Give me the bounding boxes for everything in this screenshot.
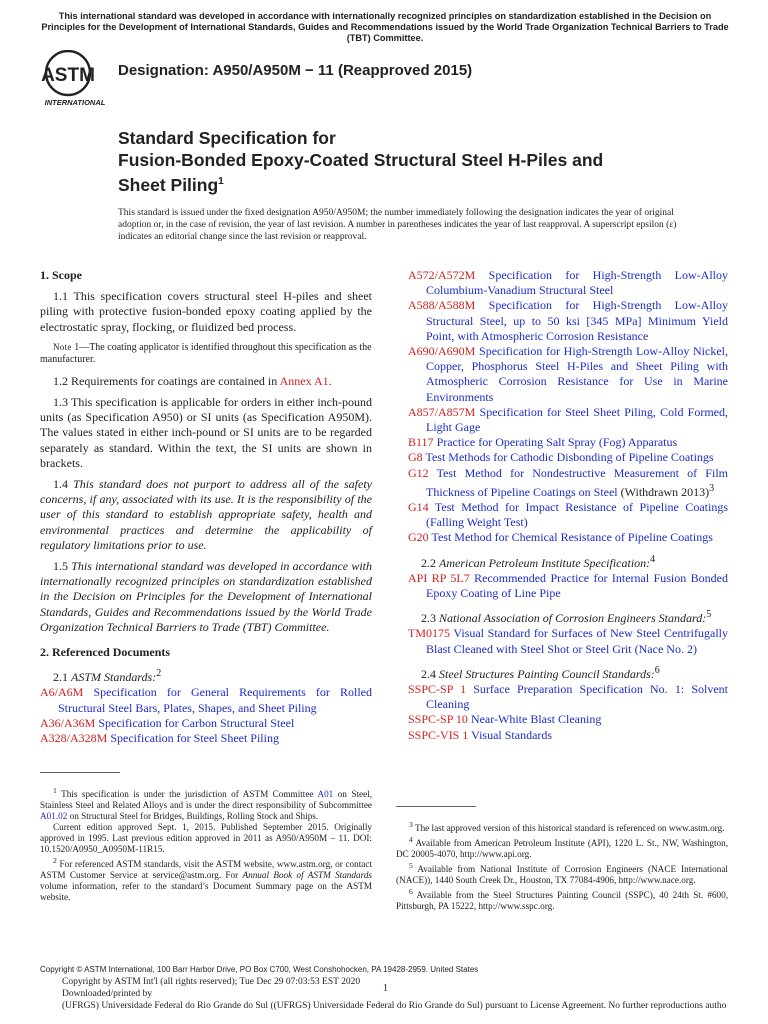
footnotes-right bbox=[396, 806, 728, 912]
footnote-2: $^2$ For referenced ASTM standards, visit the ASTM website, www.astm.org, or contact ASTM Customer Service at service@astm.org. For Annual Book of ASTM Standards volume information, refer to the standard’s Document Summary page on the ASTM website. bbox=[40, 856, 372, 903]
right-column bbox=[408, 268, 728, 743]
ref-b117[interactable]: B117 Practice for Operating Salt Spray (Fog) Apparatus bbox=[408, 435, 678, 450]
footnote-1-edition: Current edition approved Sept. 1, 2015. Published September 2015. Originally approved in 1995. Last previous edition approved in 2011 as A950/A950M – 11. DOI: 10.1520/A0950_A0950M-11R15. bbox=[40, 822, 372, 855]
ref-tm0175[interactable]: TM0175 Visual Standard for Surfaces of New Steel Centrifugally Blast Cleaned with Steel Shot or Steel Grit (Nace No. 2) bbox=[408, 626, 728, 656]
ref-sspc-sp1[interactable]: SSPC-SP 1 Surface Preparation Specification No. 1: Solvent Cleaning bbox=[408, 682, 728, 712]
title-line-1: Standard Specification for bbox=[118, 128, 336, 148]
svg-text:ASTM: ASTM bbox=[41, 65, 95, 86]
issue-note: This standard is issued under the fixed designation A950/A950M; the number immediately following the designation indicates the year of original adoption or, in the case of revision, the year of last revision. A number in parentheses indicates the year of last reapproval. A superscript epsilon (ε) indicates an editorial change since the last revision or reapproval. bbox=[118, 208, 677, 242]
astm-standards-label: 2.1 ASTM Standards:$^2$ bbox=[53, 668, 162, 685]
ref-g14[interactable]: G14 Test Method for Impact Resistance of Pipeline Coatings (Falling Weight Test) bbox=[408, 500, 728, 530]
subcommittee-link[interactable]: A01.02 bbox=[40, 811, 68, 822]
title-line-2: Fusion-Bonded Epoxy-Coated Structural Steel H-Piles and bbox=[118, 150, 604, 170]
ref-a857[interactable]: A857/A857M Specification for Steel Sheet Piling, Cold Formed, Light Gage bbox=[408, 404, 728, 435]
scope-heading: 1. Scope bbox=[40, 268, 82, 282]
ref-sspc-sp10[interactable]: SSPC-SP 10 Near-White Blast Cleaning bbox=[408, 712, 602, 727]
para-1-4: 1.4 This standard does not purport to address all of the safety concerns, if any, associated with its use. It is the responsibility of the user of this standard to establish appropriate safety, health and environmental practices and determine the applicability of regulatory limitations prior to use. bbox=[40, 477, 372, 552]
ref-a690[interactable]: A690/A690M Specification for High-Strength Low-Alloy Nickel, Copper, Phosphorus Steel H-Piles and Sheet Piling with Atmospheric Corrosion Resistance for Use in Marine Environments bbox=[408, 344, 728, 404]
committee-link[interactable]: A01 bbox=[317, 789, 334, 800]
footnote-4: $^4$ Available from American Petroleum Institute (API), 1220 L. St., NW, Washington, DC 20005-4070, http://www.api.org. bbox=[396, 835, 728, 860]
footnote-rule bbox=[40, 772, 120, 773]
annex-link[interactable]: Annex A1 bbox=[279, 373, 329, 388]
designation: Designation: A950/A950M − 11 (Reapproved 2015) bbox=[118, 62, 473, 79]
para-1-1: 1.1 This specification covers structural steel H-piles and sheet piling with protective fusion-bonded epoxy coating applied by the electrostatic spray, flocking, or fluidized bed process. bbox=[40, 289, 372, 334]
title-line-3: Sheet Piling$^1$ bbox=[118, 174, 224, 195]
ref-a328[interactable]: A328/A328M Specification for Steel Sheet Piling bbox=[40, 731, 279, 746]
ref-g12[interactable]: G12 Test Method for Nondestructive Measurement of Film Thickness of Pipeline Coatings on Steel (Withdrawn 2013)$^3$ bbox=[408, 465, 728, 499]
ref-a588[interactable]: A588/A588M Specification for High-Strength Low-Alloy Structural Steel, up to 50 ksi [345 MPa] Minimum Yield Point, with Atmospheric Corrosion Resistance bbox=[408, 298, 728, 343]
ref-g8[interactable]: G8 Test Methods for Cathodic Disbonding of Pipeline Coatings bbox=[408, 450, 714, 465]
api-label: 2.2 American Petroleum Institute Specification:$^4$ bbox=[421, 553, 656, 570]
footnote-6: $^6$ Available from the Steel Structures Painting Council (SSPC), 40 24th St. #600, Pittsburgh, PA 15222, http://www.sspc.org. bbox=[396, 887, 729, 912]
footnote-1: $^1$ This specification is under the jurisdiction of ASTM Committee A01 on Steel, Stainless Steel and Related Alloys and is under the direct responsibility of Subcommittee A01.02 on Structural Steel for Bridges, Buildings, Rolling Stock and Ships. bbox=[40, 786, 372, 822]
ref-sspc-vis1[interactable]: SSPC-VIS 1 Visual Standards bbox=[408, 727, 553, 742]
ref-a6[interactable]: A6/A6M Specification for General Requirements for Rolled Structural Steel Bars, Plates, Shapes, and Sheet Piling bbox=[40, 685, 372, 715]
page-footer bbox=[40, 965, 768, 1012]
footnotes-left bbox=[40, 772, 372, 903]
page-number: 1 bbox=[383, 983, 388, 994]
ref-a36[interactable]: A36/A36M Specification for Carbon Structural Steel bbox=[40, 715, 295, 730]
document-title bbox=[118, 127, 678, 196]
footnote-rule-right bbox=[396, 806, 476, 807]
para-1-2: 1.2 Requirements for coatings are contained in Annex A1. bbox=[53, 373, 332, 388]
left-column bbox=[40, 268, 372, 746]
note-1: Note 1—The coating applicator is identified throughout this specification as the manufacturer. bbox=[40, 341, 372, 365]
copyright-line: Copyright © ASTM International, 100 Barr Harbor Drive, PO Box C700, West Conshohocken, PA 19428-2959. United States bbox=[40, 965, 479, 974]
nace-label: 2.3 National Association of Corrosion Engineers Standard:$^5$ bbox=[421, 609, 712, 626]
top-note: This international standard was developed in accordance with internationally recognized principles on standardization established in the Decision on Principles for the Development of International Standards, Guides and Recommendations issued by the World Trade Organization Technical Barriers to Trade (TBT) Committee. bbox=[41, 11, 729, 43]
license-line-2: Downloaded/printed by bbox=[62, 989, 152, 999]
footnote-5: $^5$ Available from National Institute of Corrosion Engineers (NACE International (NACE)), 1440 South Creek Dr., Houston, TX 77084-4906, http://www.nace.org. bbox=[396, 861, 728, 886]
refdocs-heading: 2. Referenced Documents bbox=[40, 645, 171, 660]
ref-api-rp-5l7[interactable]: API RP 5L7 Recommended Practice for Internal Fusion Bonded Epoxy Coating of Line Pipe bbox=[408, 570, 728, 601]
license-line-1: Copyright by ASTM Int'l (all rights reserved); Tue Dec 29 07:03:53 EST 2020 bbox=[62, 977, 361, 987]
para-1-3: 1.3 This specification is applicable for orders in either inch-pound units (as Specification A950) or SI units (as Specification A950M). The values stated in either inch-pound or SI units are to be regarded separately as standard. Within the text, the SI units are shown in brackets. bbox=[40, 395, 372, 470]
para-1-5: 1.5 This international standard was developed in accordance with internationally recognized principles on standardization established in the Decision on Principles for the Development of International Standards, Guides and Recommendations issued by the World Trade Organization Technical Barriers to Trade (TBT) Committee. bbox=[40, 559, 373, 634]
sspc-label: 2.4 Steel Structures Painting Council Standards:$^6$ bbox=[421, 664, 660, 681]
ref-a572[interactable]: A572/A572M Specification for High-Strength Low-Alloy Columbium-Vanadium Structural Steel bbox=[408, 268, 728, 298]
astm-logo bbox=[40, 50, 112, 108]
ref-g20[interactable]: G20 Test Method for Chemical Resistance of Pipeline Coatings bbox=[408, 530, 713, 545]
svg-text:INTERNATIONAL: INTERNATIONAL bbox=[44, 98, 106, 107]
license-line-3: (UFRGS) Universidade Federal do Rio Grande do Sul ((UFRGS) Universidade Federal do Rio Grande do Sul) pursuant to License Agreement. No further reproductions autho bbox=[62, 1001, 727, 1011]
footnote-3: $^3$ The last approved version of this historical standard is referenced on www.astm.org. bbox=[409, 820, 725, 834]
license-block bbox=[62, 976, 768, 1012]
